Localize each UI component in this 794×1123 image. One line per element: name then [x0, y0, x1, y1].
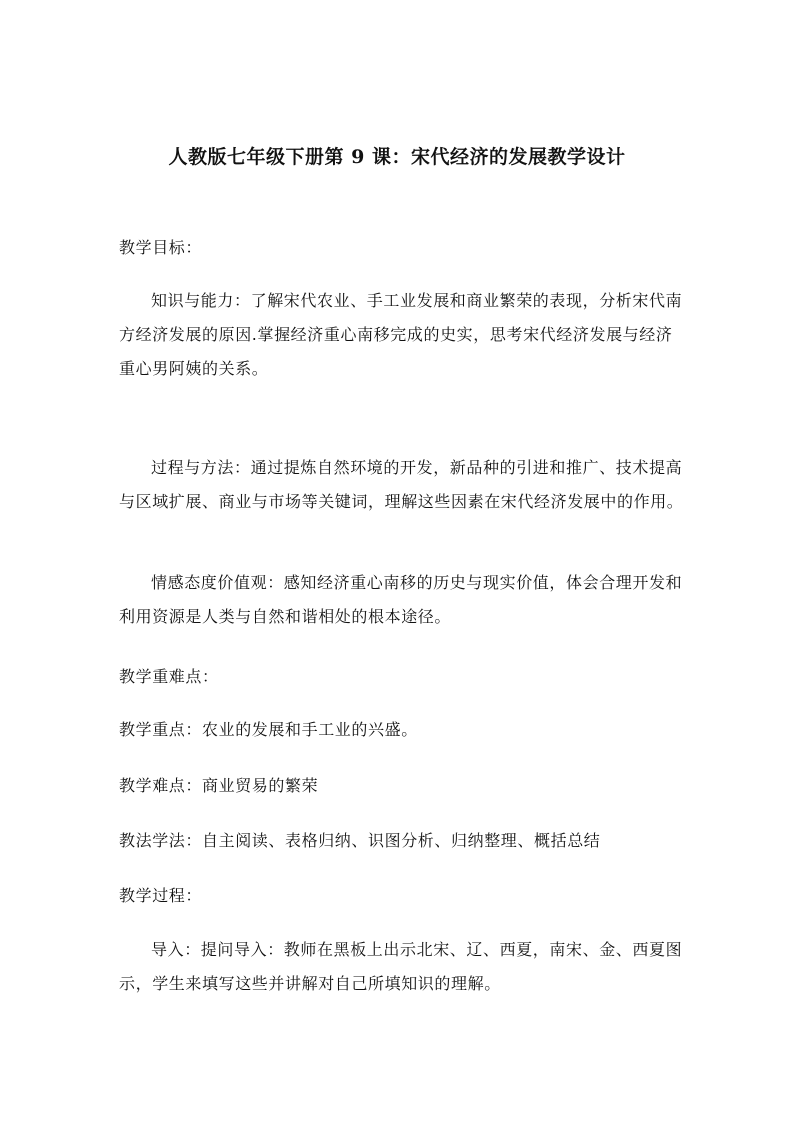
- paragraph-emotion-values: 情感态度价值观：感知经济重心南移的历史与现实价值，体会合理开发和利用资源是人类与自然和谐相处的根本途径。: [119, 573, 683, 626]
- paragraph-difficult-point: 教学难点：商业贸易的繁荣: [119, 776, 319, 795]
- section-heading-process: 教学过程：: [119, 886, 203, 905]
- section-heading-key-points: 教学重难点：: [119, 667, 219, 686]
- document-title: 人教版七年级下册第 9 课：宋代经济的发展教学设计: [168, 146, 626, 168]
- paragraph-key-point: 教学重点：农业的发展和手工业的兴盛。: [119, 720, 418, 739]
- section-heading-objectives: 教学目标：: [119, 238, 203, 257]
- paragraph-teaching-methods: 教法学法：自主阅读、表格归纳、识图分析、归纳整理、概括总结: [119, 831, 601, 850]
- paragraph-knowledge-ability: 知识与能力：了解宋代农业、手工业发展和商业繁荣的表现，分析宋代南方经济发展的原因.掌握经济重心南移完成的史实，思考宋代经济发展与经济重心男阿姨的关系。: [119, 291, 683, 378]
- paragraph-introduction: 导入：提问导入：教师在黑板上出示北宋、辽、西夏，南宋、金、西夏图示，学生来填写这些并讲解对自己所填知识的理解。: [119, 940, 683, 993]
- paragraph-process-method: 过程与方法：通过提炼自然环境的开发，新品种的引进和推广、技术提高与区域扩展、商业与市场等关键词，理解这些因素在宋代经济发展中的作用。: [119, 458, 684, 511]
